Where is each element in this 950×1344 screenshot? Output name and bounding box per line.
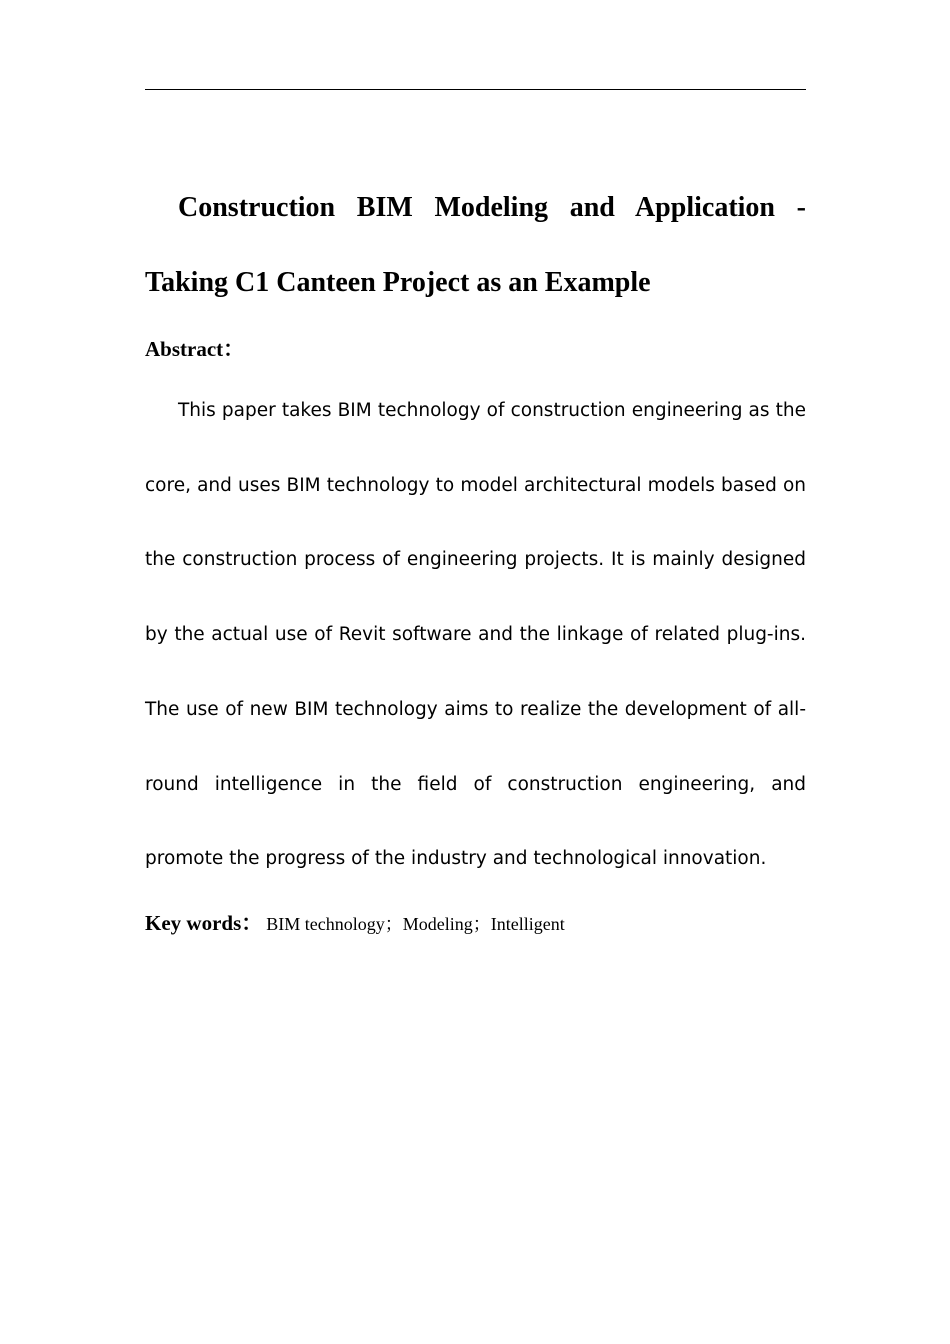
header-rule [145, 89, 806, 90]
keywords-list: BIM technology；Modeling；Intelligent [266, 914, 565, 934]
keywords-label: Key words： [145, 911, 263, 935]
abstract-body: This paper takes BIM technology of construction engineering as the core, and uses BIM technology to model architectural models based on the construction process of engineering projects. It is mainly designed by the actual use of Revit software and the linkage of related plug-ins. The use of new BIM technology aims to realize the development of all-round intelligence in the field of construction engineering, and promote the progress of the industry and technological innovation. [145, 400, 806, 870]
abstract-heading: Abstract： [145, 337, 245, 361]
paper-title: Construction BIM Modeling and Application - Taking C1 Canteen Project as an Example [145, 192, 806, 298]
keywords-line [145, 907, 565, 937]
